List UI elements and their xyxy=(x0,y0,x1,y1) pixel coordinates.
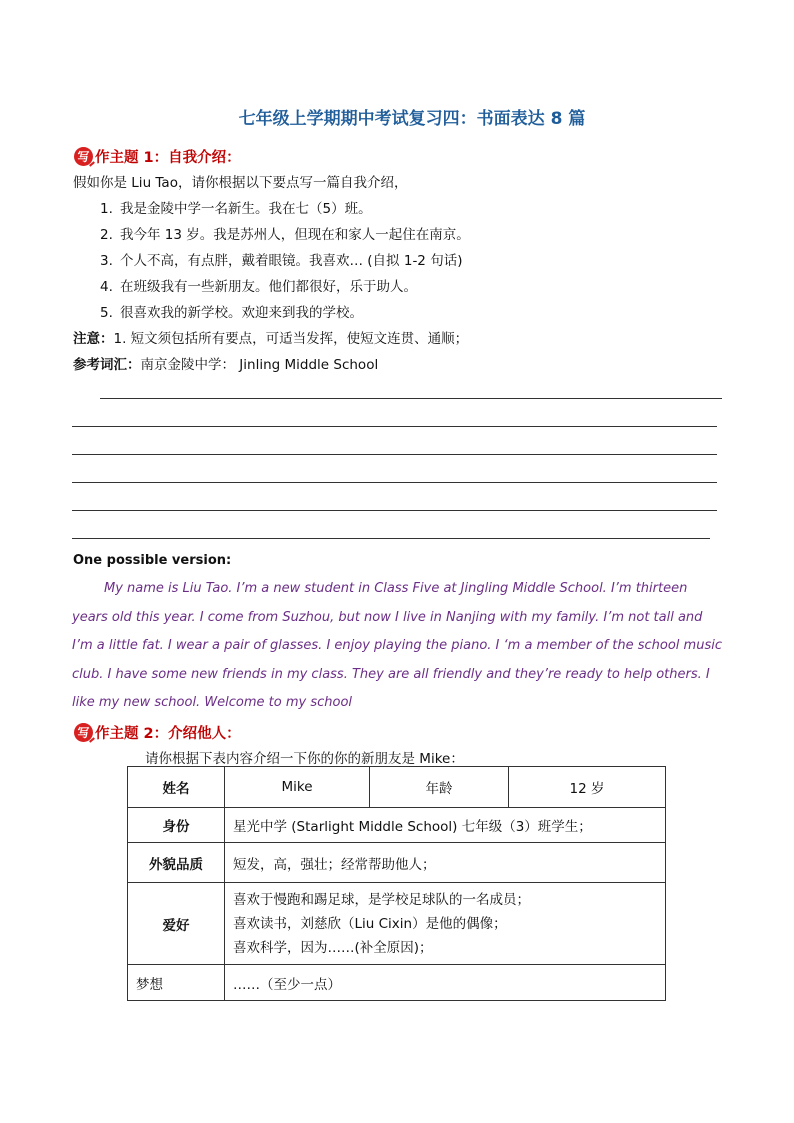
hobby-line: 喜欢读书，刘慈欣（Liu Cixin）是他的偶像； xyxy=(233,915,507,932)
name-label: 姓名 xyxy=(128,767,225,808)
essay-paragraph: My name is Liu Tao. I’m a new student in Class Five at Jingling Middle School. I’m thirteen years old this year. I come from Suzhou, but now I live in Nanjing with my family. I’m not tall and I’m a little fat. I wear a pair of glasses. I enjoy playing the piano. I ‘m a member of the school music club. I have some new friends in my class. They are all friendly and they’re ready to help others. I like my new school. Welcome to my school xyxy=(72,581,722,710)
note-label: 注意： xyxy=(73,331,114,347)
item-text: 很喜欢我的新学校。欢迎来到我的学校。 xyxy=(120,305,363,321)
appearance-label: 外貌品质 xyxy=(128,843,225,883)
writing-line xyxy=(72,426,717,427)
version-label: One possible version: xyxy=(73,553,232,568)
table-row xyxy=(128,767,666,808)
topic1-heading-text: 作主题 1：自我介绍： xyxy=(95,150,241,166)
appearance-value: 短发，高，强壮；经常帮助他人； xyxy=(225,843,666,883)
dream-label: 梦想 xyxy=(128,965,225,1001)
list-item xyxy=(100,301,363,321)
note-line xyxy=(73,327,468,347)
hobby-value xyxy=(225,883,666,965)
list-item xyxy=(100,197,372,217)
table-row xyxy=(128,808,666,843)
item-number: 3. xyxy=(100,253,113,269)
writing-line xyxy=(72,482,717,483)
identity-value: 星光中学 (Starlight Middle School) 七年级（3）班学生； xyxy=(225,808,666,843)
list-item xyxy=(100,275,417,295)
list-item xyxy=(100,223,470,243)
item-number: 4. xyxy=(100,279,113,295)
item-text: 我今年 13 岁。我是苏州人，但现在和家人一起住在南京。 xyxy=(120,227,470,243)
item-text: 我是金陵中学一名新生。我在七（5）班。 xyxy=(120,201,372,217)
age-label: 年龄 xyxy=(370,767,509,808)
item-number: 2. xyxy=(100,227,113,243)
table-row xyxy=(128,843,666,883)
writing-line xyxy=(100,398,722,399)
item-text: 个人不高，有点胖，戴着眼镜。我喜欢… (自拟 1-2 句话) xyxy=(120,253,463,269)
writing-line xyxy=(72,510,717,511)
vocab-line xyxy=(73,353,378,373)
note-text: 1. 短文须包括所有要点，可适当发挥，使短文连贯、通顺； xyxy=(113,331,469,347)
model-essay xyxy=(72,575,724,718)
table-row xyxy=(128,965,666,1001)
item-number: 1. xyxy=(100,201,113,217)
identity-label: 身份 xyxy=(128,808,225,843)
item-number: 5. xyxy=(100,305,113,321)
vocab-text: 南京金陵中学： Jinling Middle School xyxy=(140,357,379,373)
topic1-intro: 假如你是 Liu Tao，请你根据以下要点写一篇自我介绍， xyxy=(73,175,408,191)
topic2-heading xyxy=(74,722,241,743)
hobby-line: 喜欢科学，因为……(补全原因)； xyxy=(233,939,433,956)
age-value: 12 岁 xyxy=(509,767,666,808)
topic1-heading xyxy=(74,146,241,167)
vocab-label: 参考词汇： xyxy=(73,357,141,373)
writing-line xyxy=(72,454,717,455)
item-text: 在班级我有一些新朋友。他们都很好，乐于助人。 xyxy=(120,279,417,295)
page-title: 七年级上学期期中考试复习四：书面表达 8 篇 xyxy=(238,109,586,129)
info-table xyxy=(127,766,666,1001)
topic2-intro: 请你根据下表内容介绍一下你的你的新朋友是 Mike： xyxy=(145,751,464,767)
table-row xyxy=(128,883,666,965)
topic2-heading-text: 作主题 2：介绍他人： xyxy=(95,726,241,742)
writing-line xyxy=(72,538,710,539)
dream-value: ……（至少一点） xyxy=(225,965,666,1001)
list-item xyxy=(100,249,462,269)
name-value: Mike xyxy=(225,767,370,808)
hobby-line: 喜欢于慢跑和踢足球，是学校足球队的一名成员； xyxy=(233,891,530,908)
write-icon: 写 xyxy=(74,147,93,166)
hobby-label: 爱好 xyxy=(128,883,225,965)
write-icon: 写 xyxy=(74,723,93,742)
